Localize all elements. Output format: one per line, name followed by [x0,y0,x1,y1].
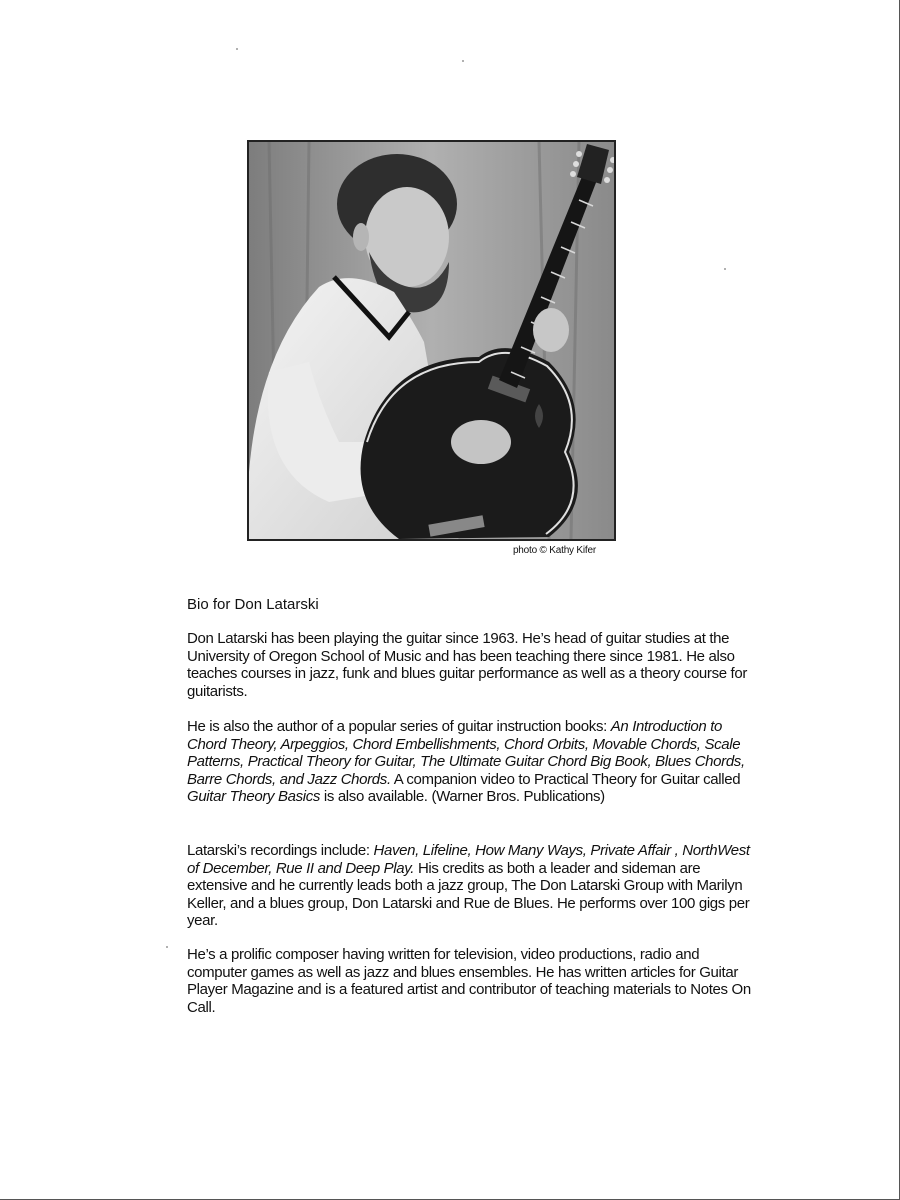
scan-speck [724,268,726,270]
scan-speck [236,48,238,50]
recordings-intro-text: Latarski’s recordings include: [187,842,374,859]
book-titles: An Introduction to Chord Theory, Arpeggios, Chord Embellishments, Chord Orbits, Movable Chords, Scale Patterns, Practical Theory for Guitar, The Ultimate Guitar Chord Big Book, Blues Chords, Barre Chords, and Jazz Chords. [187,718,745,788]
bio-paragraph-4-text: He’s a prolific composer having written for television, video productions, radio and computer games as well as jazz and blues ensembles. He has written articles for Guitar Player Magazine and is a featured artist and contributor of teaching materials to Notes On Call. [187,946,751,1016]
photo-credit: photo © Kathy Kifer [512,545,596,556]
bio-paragraph-4 [187,946,762,1016]
publisher-text: is also available. (Warner Bros. Publications) [320,788,605,805]
scan-speck [462,60,464,62]
recording-titles: Haven, Lifeline, How Many Ways, Private Affair , NorthWest of December, Rue II and Deep Play. [187,842,750,877]
bio-paragraph-1-text: Don Latarski has been playing the guitar since 1963. He’s head of guitar studies at the University of Oregon School of Music and has been teaching there since 1981. He also teaches courses in jazz, funk and blues guitar performance as well as a theory course for guitarists. [187,630,747,700]
credits-text: His credits as both a leader and sideman are extensive and he currently leads both a jazz group, The Don Latarski Group with Marilyn Keller, and a blues group, Don Latarski and Rue de Blues. He performs over 100 gigs per year. [187,859,750,929]
video-title: Guitar Theory Basics [187,788,321,805]
bio-paragraph-1 [187,630,762,700]
bio-heading: Bio for Don Latarski [187,596,319,613]
scan-speck [166,946,168,948]
bio-paragraph-3 [187,842,762,930]
books-intro-text: He is also the author of a popular series of guitar instruction books: [187,718,611,735]
bio-paragraph-2 [187,718,762,806]
video-intro-text: A companion video to Practical Theory for Guitar called [390,770,741,788]
portrait-photo [247,140,616,541]
guitarist-illustration [249,142,614,539]
